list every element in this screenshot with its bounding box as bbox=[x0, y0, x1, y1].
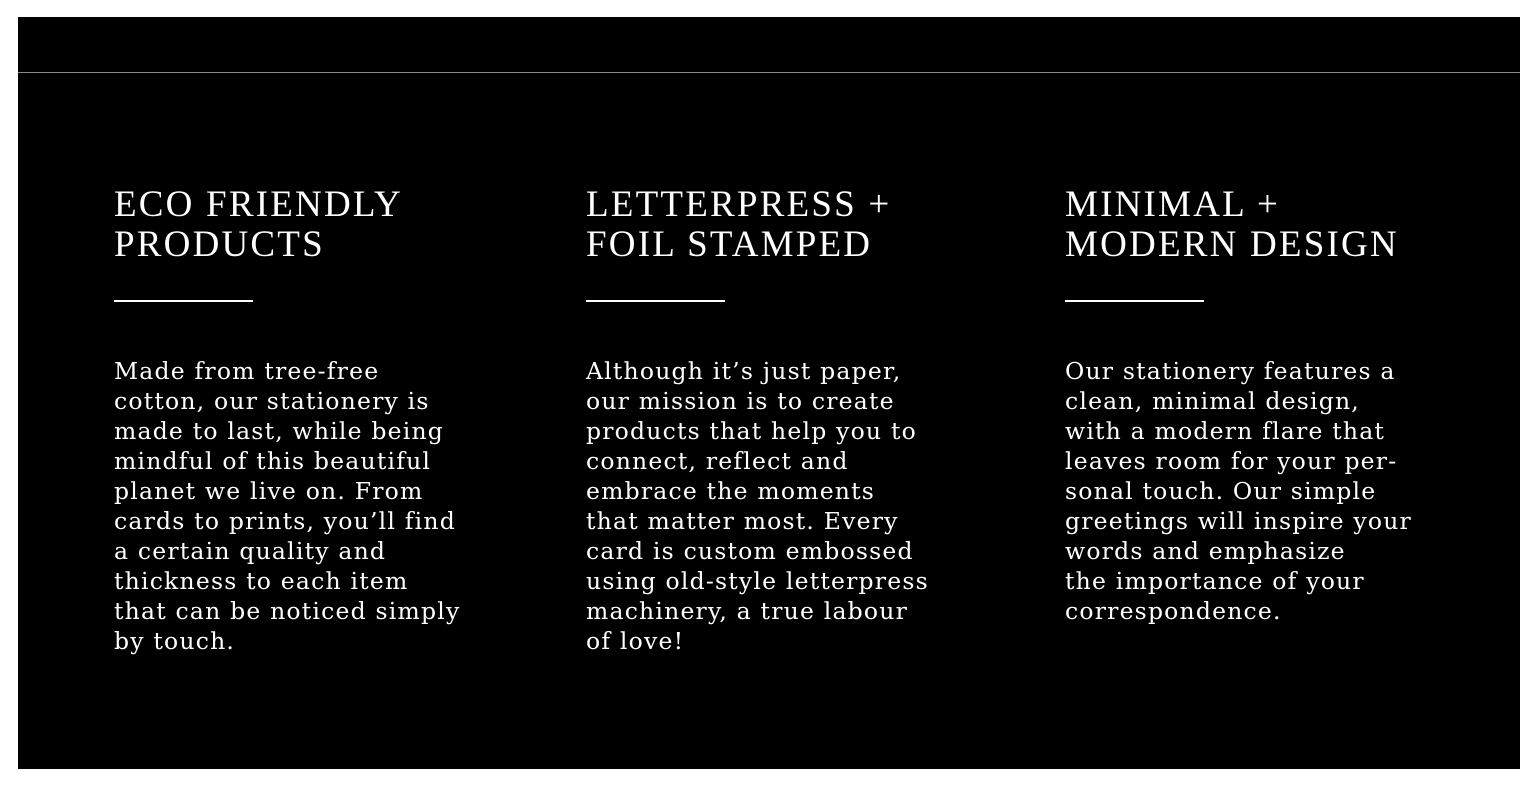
feature-text-line: mindful of this beautiful bbox=[114, 447, 432, 475]
feature-text-line: thickness to each item bbox=[114, 567, 409, 595]
title-underline bbox=[586, 300, 725, 302]
feature-text-line: the importance of your bbox=[1065, 567, 1365, 595]
feature-text-line: cotton, our stationery is bbox=[114, 387, 430, 415]
feature-text-line: words and emphasize bbox=[1065, 537, 1346, 565]
title-underline bbox=[1065, 300, 1204, 302]
feature-text-line: products that help you to bbox=[586, 417, 917, 445]
feature-text-line: sonal touch. Our simple bbox=[1065, 477, 1377, 505]
feature-minimal-design bbox=[1065, 185, 1412, 626]
feature-text-line: machinery, a true labour bbox=[586, 597, 909, 625]
feature-text-line: that can be noticed simply bbox=[114, 597, 461, 625]
feature-title bbox=[114, 185, 460, 265]
feature-description bbox=[586, 356, 929, 656]
feature-text-line: by touch. bbox=[114, 627, 236, 655]
feature-title-line: MINIMAL + bbox=[1065, 184, 1281, 225]
feature-letterpress bbox=[586, 185, 929, 656]
feature-text-line: a certain quality and bbox=[114, 537, 387, 565]
features-section bbox=[18, 17, 1520, 769]
feature-title-line: FOIL STAMPED bbox=[586, 224, 873, 265]
feature-eco-friendly bbox=[114, 185, 460, 656]
feature-text-line: greetings will inspire your bbox=[1065, 507, 1412, 535]
feature-text-line: planet we live on. From bbox=[114, 477, 424, 505]
feature-text-line: card is custom embossed bbox=[586, 537, 914, 565]
feature-text-line: our mission is to create bbox=[586, 387, 895, 415]
title-underline bbox=[114, 300, 253, 302]
top-divider bbox=[18, 72, 1520, 73]
feature-text-line: Made from tree-free bbox=[114, 357, 380, 385]
feature-text-line: that matter most. Every bbox=[586, 507, 899, 535]
feature-text-line: Our stationery features a bbox=[1065, 357, 1396, 385]
feature-title-line: ECO FRIENDLY bbox=[114, 184, 403, 225]
feature-title bbox=[1065, 185, 1412, 265]
feature-title-line: LETTERPRESS + bbox=[586, 184, 892, 225]
feature-title bbox=[586, 185, 929, 265]
feature-text-line: correspondence. bbox=[1065, 597, 1282, 625]
feature-description bbox=[1065, 356, 1412, 626]
feature-text-line: embrace the moments bbox=[586, 477, 876, 505]
feature-text-line: with a modern flare that bbox=[1065, 417, 1386, 445]
feature-text-line: clean, minimal design, bbox=[1065, 387, 1360, 415]
feature-text-line: made to last, while being bbox=[114, 417, 445, 445]
feature-text-line: cards to prints, you’ll find bbox=[114, 507, 456, 535]
feature-text-line: of love! bbox=[586, 627, 685, 655]
feature-text-line: connect, reflect and bbox=[586, 447, 849, 475]
feature-text-line: Although it’s just paper, bbox=[586, 357, 902, 385]
feature-title-line: PRODUCTS bbox=[114, 224, 325, 265]
feature-text-line: using old-style letterpress bbox=[586, 567, 929, 595]
feature-text-line: leaves room for your per- bbox=[1065, 447, 1398, 475]
feature-description bbox=[114, 356, 460, 656]
feature-title-line: MODERN DESIGN bbox=[1065, 224, 1399, 265]
